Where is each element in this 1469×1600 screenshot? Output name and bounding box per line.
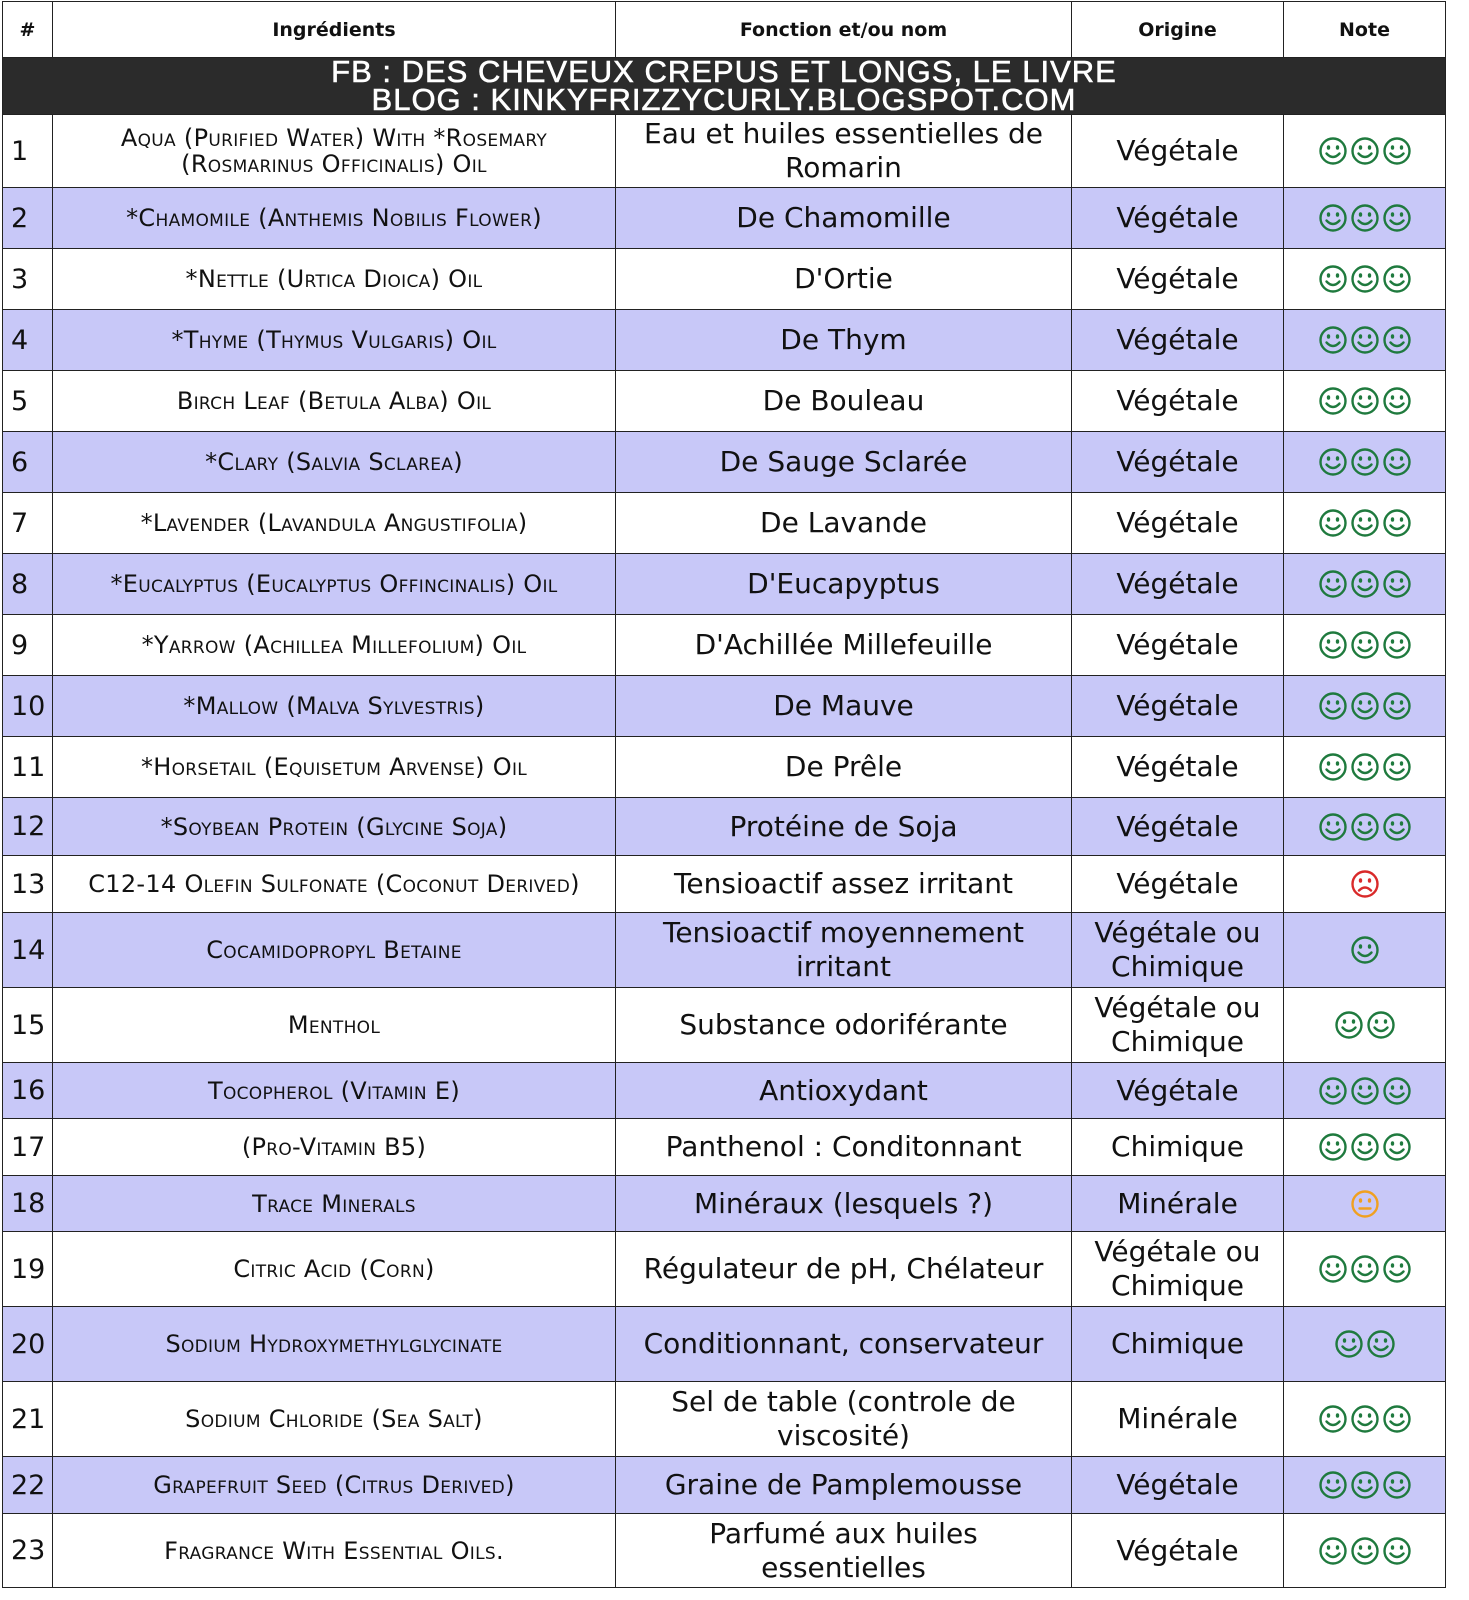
function-cell: De Prêle [616, 737, 1072, 798]
note-cell [1284, 988, 1446, 1063]
smiley-face-icon [1318, 264, 1348, 294]
smiley-face-icon [1318, 1404, 1348, 1434]
neutral-face-icon [1350, 1189, 1380, 1219]
smiley-face-icon [1382, 136, 1412, 166]
smiley-face-icon [1350, 569, 1380, 599]
origin-cell: Végétale [1072, 493, 1284, 554]
smiley-face-icon [1334, 1010, 1364, 1040]
smiley-face-icon [1366, 1329, 1396, 1359]
origin-cell: Végétale [1072, 737, 1284, 798]
table-body [3, 58, 1446, 1588]
ingredient-cell: Fragrance With Essential Oils. [53, 1514, 616, 1588]
row-number: 12 [3, 798, 53, 856]
origin-cell: Végétale [1072, 432, 1284, 493]
smiley-face-icon [1382, 386, 1412, 416]
origin-cell: Chimique [1072, 1307, 1284, 1382]
smiley-face-icon [1318, 569, 1348, 599]
table-row [3, 1514, 1446, 1588]
function-cell: Sel de table (controle de viscosité) [616, 1382, 1072, 1457]
smiley-face-icon [1382, 447, 1412, 477]
smiley-face-icon [1350, 325, 1380, 355]
smiley-face-icon [1350, 1404, 1380, 1434]
function-cell: Substance odoriférante [616, 988, 1072, 1063]
row-number: 15 [3, 988, 53, 1063]
row-number: 21 [3, 1382, 53, 1457]
row-number: 14 [3, 913, 53, 988]
function-cell: De Sauge Sclarée [616, 432, 1072, 493]
note-cell [1284, 798, 1446, 856]
table-row [3, 493, 1446, 554]
note-cell [1284, 1382, 1446, 1457]
ingredient-cell: Aqua (Purified Water) With *Rosemary (Rosmarinus Officinalis) Oil [53, 115, 616, 188]
note-cell [1284, 188, 1446, 249]
origin-cell: Végétale [1072, 798, 1284, 856]
smiley-face-icon [1382, 325, 1412, 355]
table-row [3, 1307, 1446, 1382]
smiley-face-icon [1382, 752, 1412, 782]
ingredient-cell: Grapefruit Seed (Citrus Derived) [53, 1457, 616, 1514]
smiley-face-icon [1350, 1254, 1380, 1284]
ingredient-cell: *Clary (Salvia Sclarea) [53, 432, 616, 493]
row-number: 7 [3, 493, 53, 554]
origin-cell: Végétale [1072, 371, 1284, 432]
smiley-face-icon [1318, 386, 1348, 416]
smiley-face-icon [1350, 508, 1380, 538]
smiley-face-icon [1382, 203, 1412, 233]
smiley-face-icon [1382, 1536, 1412, 1566]
banner-cell [3, 58, 1446, 115]
table-row [3, 1457, 1446, 1514]
row-number: 5 [3, 371, 53, 432]
function-cell: De Lavande [616, 493, 1072, 554]
smiley-face-icon [1350, 1132, 1380, 1162]
function-cell: Régulateur de pH, Chélateur [616, 1232, 1072, 1307]
ingredient-cell: *Soybean Protein (Glycine Soja) [53, 798, 616, 856]
row-number: 2 [3, 188, 53, 249]
row-number: 23 [3, 1514, 53, 1588]
table-row [3, 432, 1446, 493]
smiley-face-icon [1318, 1076, 1348, 1106]
smiley-face-icon [1350, 1536, 1380, 1566]
smiley-face-icon [1318, 1254, 1348, 1284]
function-cell: Tensioactif assez irritant [616, 856, 1072, 913]
smiley-face-icon [1318, 1132, 1348, 1162]
ingredient-cell: Tocopherol (Vitamin E) [53, 1063, 616, 1119]
note-cell [1284, 1457, 1446, 1514]
smiley-face-icon [1318, 508, 1348, 538]
origin-cell: Végétale [1072, 554, 1284, 615]
row-number: 18 [3, 1176, 53, 1232]
origin-cell: Végétale [1072, 188, 1284, 249]
ingredient-cell: Menthol [53, 988, 616, 1063]
row-number: 10 [3, 676, 53, 737]
table-row [3, 913, 1446, 988]
ingredient-cell: Birch Leaf (Betula Alba) Oil [53, 371, 616, 432]
note-cell [1284, 676, 1446, 737]
row-number: 11 [3, 737, 53, 798]
function-cell: Minéraux (lesquels ?) [616, 1176, 1072, 1232]
ingredient-cell: *Thyme (Thymus Vulgaris) Oil [53, 310, 616, 371]
smiley-face-icon [1350, 203, 1380, 233]
header-row [3, 2, 1446, 58]
table-row [3, 1063, 1446, 1119]
note-cell [1284, 554, 1446, 615]
smiley-face-icon [1382, 691, 1412, 721]
note-cell [1284, 432, 1446, 493]
smiley-face-icon [1350, 264, 1380, 294]
smiley-face-icon [1334, 1329, 1364, 1359]
origin-cell: Végétale [1072, 615, 1284, 676]
smiley-face-icon [1350, 386, 1380, 416]
note-cell [1284, 371, 1446, 432]
smiley-face-icon [1350, 752, 1380, 782]
header-origin: Origine [1072, 2, 1284, 58]
smiley-face-icon [1382, 1470, 1412, 1500]
smiley-face-icon [1382, 1076, 1412, 1106]
smiley-face-icon [1382, 812, 1412, 842]
row-number: 8 [3, 554, 53, 615]
origin-cell: Végétale [1072, 676, 1284, 737]
row-number: 9 [3, 615, 53, 676]
row-number: 1 [3, 115, 53, 188]
table-row [3, 188, 1446, 249]
function-cell: Panthenol : Conditonnant [616, 1119, 1072, 1176]
origin-cell: Minérale [1072, 1176, 1284, 1232]
function-cell: De Bouleau [616, 371, 1072, 432]
smiley-face-icon [1318, 136, 1348, 166]
smiley-face-icon [1350, 691, 1380, 721]
header-function: Fonction et/ou nom [616, 2, 1072, 58]
smiley-face-icon [1350, 630, 1380, 660]
row-number: 4 [3, 310, 53, 371]
ingredient-cell: Sodium Hydroxymethylglycinate [53, 1307, 616, 1382]
header-note: Note [1284, 2, 1446, 58]
banner-line-1: FB : DES CHEVEUX CREPUS ET LONGS, LE LIVRE [331, 57, 1117, 89]
table-row [3, 615, 1446, 676]
function-cell: De Thym [616, 310, 1072, 371]
table-row [3, 115, 1446, 188]
row-number: 17 [3, 1119, 53, 1176]
ingredient-cell: C12-14 Olefin Sulfonate (Coconut Derived) [53, 856, 616, 913]
origin-cell: Végétale [1072, 310, 1284, 371]
note-cell [1284, 249, 1446, 310]
smiley-face-icon [1350, 1076, 1380, 1106]
smiley-face-icon [1382, 569, 1412, 599]
ingredient-cell: (Pro-Vitamin B5) [53, 1119, 616, 1176]
row-number: 19 [3, 1232, 53, 1307]
note-cell [1284, 1176, 1446, 1232]
note-cell [1284, 1307, 1446, 1382]
note-cell [1284, 615, 1446, 676]
ingredient-cell: *Eucalyptus (Eucalyptus Offincinalis) Oil [53, 554, 616, 615]
table-row [3, 1119, 1446, 1176]
table-row [3, 1382, 1446, 1457]
smiley-face-icon [1350, 1470, 1380, 1500]
smiley-face-icon [1350, 447, 1380, 477]
table-row [3, 856, 1446, 913]
note-cell [1284, 1514, 1446, 1588]
origin-cell: Végétale ou Chimique [1072, 913, 1284, 988]
table-row [3, 988, 1446, 1063]
smiley-face-icon [1318, 325, 1348, 355]
note-cell [1284, 913, 1446, 988]
smiley-face-icon [1318, 812, 1348, 842]
origin-cell: Végétale [1072, 249, 1284, 310]
smiley-face-icon [1318, 630, 1348, 660]
smiley-face-icon [1382, 1132, 1412, 1162]
function-cell: De Mauve [616, 676, 1072, 737]
origin-cell: Végétale [1072, 1514, 1284, 1588]
frown-face-icon [1350, 869, 1380, 899]
table-row [3, 310, 1446, 371]
smiley-face-icon [1382, 1404, 1412, 1434]
row-number: 20 [3, 1307, 53, 1382]
row-number: 22 [3, 1457, 53, 1514]
table-row [3, 676, 1446, 737]
row-number: 13 [3, 856, 53, 913]
origin-cell: Chimique [1072, 1119, 1284, 1176]
ingredient-cell: Sodium Chloride (Sea Salt) [53, 1382, 616, 1457]
smiley-face-icon [1318, 752, 1348, 782]
function-cell: D'Eucapyptus [616, 554, 1072, 615]
function-cell: Conditionnant, conservateur [616, 1307, 1072, 1382]
origin-cell: Végétale [1072, 1457, 1284, 1514]
note-cell [1284, 1063, 1446, 1119]
origin-cell: Végétale [1072, 1063, 1284, 1119]
smiley-face-icon [1318, 691, 1348, 721]
smiley-face-icon [1350, 935, 1380, 965]
smiley-face-icon [1350, 812, 1380, 842]
row-number: 16 [3, 1063, 53, 1119]
table-row [3, 554, 1446, 615]
function-cell: Protéine de Soja [616, 798, 1072, 856]
function-cell: Tensioactif moyennement irritant [616, 913, 1072, 988]
function-cell: D'Ortie [616, 249, 1072, 310]
ingredient-cell: Cocamidopropyl Betaine [53, 913, 616, 988]
ingredient-cell: *Yarrow (Achillea Millefolium) Oil [53, 615, 616, 676]
table-row [3, 737, 1446, 798]
note-cell [1284, 115, 1446, 188]
row-number: 6 [3, 432, 53, 493]
header-ingredients: Ingrédients [53, 2, 616, 58]
row-number: 3 [3, 249, 53, 310]
function-cell: De Chamomille [616, 188, 1072, 249]
ingredient-cell: *Lavender (Lavandula Angustifolia) [53, 493, 616, 554]
smiley-face-icon [1318, 1470, 1348, 1500]
table-row [3, 371, 1446, 432]
smiley-face-icon [1382, 264, 1412, 294]
origin-cell: Végétale ou Chimique [1072, 1232, 1284, 1307]
origin-cell: Minérale [1072, 1382, 1284, 1457]
ingredient-table [2, 1, 1446, 1588]
smiley-face-icon [1382, 630, 1412, 660]
origin-cell: Végétale ou Chimique [1072, 988, 1284, 1063]
origin-cell: Végétale [1072, 856, 1284, 913]
note-cell [1284, 493, 1446, 554]
smiley-face-icon [1382, 508, 1412, 538]
function-cell: D'Achillée Millefeuille [616, 615, 1072, 676]
function-cell: Graine de Pamplemousse [616, 1457, 1072, 1514]
smiley-face-icon [1318, 447, 1348, 477]
table-row [3, 1176, 1446, 1232]
note-cell [1284, 856, 1446, 913]
note-cell [1284, 737, 1446, 798]
ingredient-cell: *Nettle (Urtica Dioica) Oil [53, 249, 616, 310]
smiley-face-icon [1382, 1254, 1412, 1284]
function-cell: Parfumé aux huiles essentielles [616, 1514, 1072, 1588]
smiley-face-icon [1318, 1536, 1348, 1566]
function-cell: Antioxydant [616, 1063, 1072, 1119]
ingredient-table-sheet [2, 1, 1445, 1588]
smiley-face-icon [1350, 136, 1380, 166]
banner-row [3, 58, 1446, 115]
table-row [3, 1232, 1446, 1307]
function-cell: Eau et huiles essentielles de Romarin [616, 115, 1072, 188]
ingredient-cell: *Horsetail (Equisetum Arvense) Oil [53, 737, 616, 798]
banner-line-2: BLOG : KINKYFRIZZYCURLY.BLOGSPOT.COM [371, 82, 1077, 115]
smiley-face-icon [1366, 1010, 1396, 1040]
ingredient-cell: Trace Minerals [53, 1176, 616, 1232]
note-cell [1284, 1119, 1446, 1176]
note-cell [1284, 1232, 1446, 1307]
origin-cell: Végétale [1072, 115, 1284, 188]
ingredient-cell: *Chamomile (Anthemis Nobilis Flower) [53, 188, 616, 249]
note-cell [1284, 310, 1446, 371]
header-num: # [3, 2, 53, 58]
ingredient-cell: *Mallow (Malva Sylvestris) [53, 676, 616, 737]
table-row [3, 798, 1446, 856]
ingredient-cell: Citric Acid (Corn) [53, 1232, 616, 1307]
table-row [3, 249, 1446, 310]
smiley-face-icon [1318, 203, 1348, 233]
